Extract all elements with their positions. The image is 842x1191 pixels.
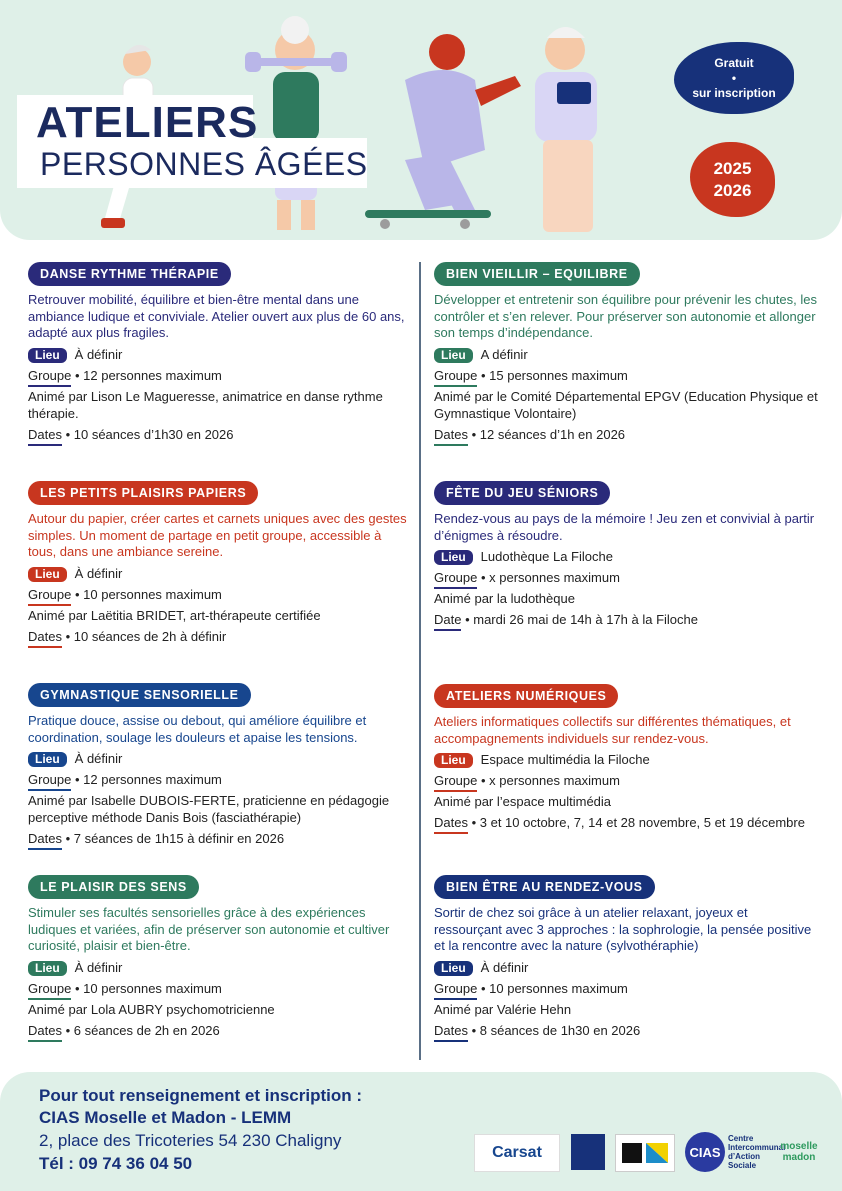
dates-value: • mardi 26 mai de 14h à 17h à la Filoche <box>461 612 698 627</box>
workshop-group <box>28 980 413 997</box>
workshop-dates <box>28 830 413 847</box>
location-tag: Lieu <box>434 550 473 565</box>
location-tag: Lieu <box>434 753 473 768</box>
workshop-host: Animé par Isabelle DUBOIS-FERTE, praticienne en pédagogie perceptive méthode Danis Bois (fasciathérapie) <box>28 793 390 825</box>
moselle-madon-logo: moselle madon <box>780 1141 818 1163</box>
dates-value: • 10 séances de 2h à définir <box>61 628 227 644</box>
cias-label-line: Centre <box>728 1134 754 1143</box>
location-value: A définir <box>480 346 528 362</box>
dates-value: • 7 séances de 1h15 à définir en 2026 <box>61 831 285 846</box>
workshop-dates <box>434 1022 819 1039</box>
cias-label-line: Sociale <box>728 1161 757 1170</box>
workshop-location <box>28 959 413 976</box>
workshop-card-bien-etre <box>434 875 819 1039</box>
workshop-card-gym <box>28 683 413 847</box>
workshop-location <box>28 346 413 363</box>
location-value: À définir <box>74 565 123 581</box>
workshop-title: BIEN VIEILLIR – EQUILIBRE <box>434 262 640 286</box>
free-badge-line3: sur inscription <box>692 85 776 100</box>
contact-title: Pour tout renseignement et inscription : <box>39 1086 363 1105</box>
workshop-description: Pratique douce, assise ou debout, qui améliore équilibre et coordination, soulage les douleurs et apaise les tensions. <box>28 713 367 745</box>
dates-value: • 10 séances d’1h30 en 2026 <box>61 426 234 442</box>
contact-phone: Tél : 09 74 36 04 50 <box>39 1154 193 1173</box>
workshop-description: Stimuler ses facultés sensorielles grâce à des expériences ludiques et variées, afin de préserver son autonomie et cultiver curiosité, plaisir et bien-être. <box>28 905 390 953</box>
workshop-host: Animé par Valérie Hehn <box>434 1001 572 1017</box>
dates-label: Dates <box>28 1023 62 1042</box>
cias-label-line: Intercommunal <box>728 1143 786 1152</box>
contact-org: CIAS Moselle et Madon - LEMM <box>39 1108 292 1127</box>
workshop-dates <box>434 814 819 831</box>
workshop-location <box>28 750 413 767</box>
dates-label: Dates <box>434 815 468 834</box>
location-value: À définir <box>74 959 123 975</box>
location-tag: Lieu <box>28 348 67 363</box>
group-value: • 12 personnes maximum <box>71 367 222 383</box>
workshop-dates <box>434 426 819 443</box>
dates-label: Dates <box>28 427 62 446</box>
group-label: Groupe <box>434 368 477 387</box>
dates-label: Dates <box>28 831 62 850</box>
location-tag: Lieu <box>28 567 67 582</box>
carsat-logo: Carsat <box>474 1134 560 1172</box>
dates-value: • 12 séances d’1h en 2026 <box>467 426 626 442</box>
location-tag: Lieu <box>28 961 67 976</box>
dates-value: • 8 séances de 1h30 en 2026 <box>467 1022 641 1038</box>
workshop-location <box>434 751 819 768</box>
workshop-title: FÊTE DU JEU SÉNIORS <box>434 481 610 505</box>
workshop-card-danse <box>28 262 413 443</box>
workshop-title: DANSE RYTHME THÉRAPIE <box>28 262 231 286</box>
location-tag: Lieu <box>28 752 67 767</box>
workshop-dates <box>28 1022 413 1039</box>
workshop-dates <box>28 628 413 645</box>
group-value: • x personnes maximum <box>477 570 620 585</box>
dates-label: Date <box>434 612 461 631</box>
workshop-title: BIEN ÊTRE AU RENDEZ-VOUS <box>434 875 655 899</box>
contact-address: 2, place des Tricoteries 54 230 Chaligny <box>39 1131 342 1150</box>
group-label: Groupe <box>28 772 71 791</box>
workshop-host: Animé par Laëtitia BRIDET, art-thérapeute certifiée <box>28 607 321 623</box>
workshop-title: LES PETITS PLAISIRS PAPIERS <box>28 481 258 505</box>
location-value: Espace multimédia la Filoche <box>480 752 650 767</box>
workshop-host: Animé par Lison Le Magueresse, animatrice en danse rythme thérapie. <box>28 388 383 421</box>
workshop-group <box>28 771 413 788</box>
free-badge <box>674 42 794 114</box>
workshop-description: Retrouver mobilité, équilibre et bien-être mental dans une ambiance ludique et conviviale. Atelier ouvert aux plus de 60 ans, adapté aux plus fragiles. <box>28 292 405 340</box>
workshop-group <box>434 367 819 384</box>
workshop-title: GYMNASTIQUE SENSORIELLE <box>28 683 251 707</box>
free-badge-line1: Gratuit <box>714 55 754 70</box>
location-value: À définir <box>480 959 529 975</box>
column-divider <box>419 262 421 1060</box>
group-value: • x personnes maximum <box>477 773 620 788</box>
page-subtitle: PERSONNES ÂGÉES <box>40 146 368 182</box>
workshop-description: Développer et entretenir son équilibre pour prévenir les chutes, les contrôler et s’en relever. Pour préserver son autonomie et allonger son temps d’indépendance. <box>434 292 817 340</box>
dates-label: Dates <box>434 427 468 446</box>
group-label: Groupe <box>434 570 477 589</box>
location-tag: Lieu <box>434 961 473 976</box>
cias-logo: CIAS <box>685 1132 725 1172</box>
group-label: Groupe <box>434 773 477 792</box>
dates-label: Dates <box>434 1023 468 1042</box>
group-label: Groupe <box>28 981 71 1000</box>
year-start: 2025 <box>713 158 752 178</box>
group-label: Groupe <box>434 981 477 1000</box>
workshop-description: Sortir de chez soi grâce à un atelier relaxant, joyeux et ressourçant avec 3 approches : la sophrologie, la pensée positive et la rencontre avec la nature (sylvothéraphie) <box>434 905 812 953</box>
group-value: • 10 personnes maximum <box>477 980 628 996</box>
workshop-group <box>434 569 819 586</box>
workshop-description: Rendez-vous au pays de la mémoire ! Jeu zen et convivial à partir d’énigmes à résoudre. <box>434 511 815 543</box>
workshop-group <box>434 980 819 997</box>
workshop-host: Animé par Lola AUBRY psychomotricienne <box>28 1001 275 1017</box>
republic-logo <box>571 1134 605 1170</box>
workshop-location <box>28 565 413 582</box>
dates-value: • 6 séances de 2h en 2026 <box>61 1022 220 1038</box>
location-value: Ludothèque La Filoche <box>480 549 613 564</box>
group-value: • 15 personnes maximum <box>477 367 628 383</box>
group-value: • 10 personnes maximum <box>71 586 222 602</box>
workshop-dates <box>28 426 413 443</box>
year-end: 2026 <box>713 180 752 200</box>
workshop-location <box>434 346 819 363</box>
workshop-location <box>434 959 819 976</box>
location-value: À définir <box>74 346 123 362</box>
group-value: • 10 personnes maximum <box>71 980 222 996</box>
workshop-description: Ateliers informatiques collectifs sur différentes thématiques, et accompagnements individuels sur rendez-vous. <box>434 714 791 746</box>
workshop-group <box>434 772 819 789</box>
location-tag: Lieu <box>434 348 473 363</box>
department-logo <box>615 1134 675 1172</box>
workshop-card-sens <box>28 875 413 1039</box>
workshop-card-numeriques <box>434 684 819 831</box>
dates-value: • 3 et 10 octobre, 7, 14 et 28 novembre, 5 et 19 décembre <box>467 815 805 830</box>
workshop-title: ATELIERS NUMÉRIQUES <box>434 684 618 708</box>
workshop-host: Animé par la ludothèque <box>434 591 575 606</box>
cias-label-line: d’Action <box>728 1152 760 1161</box>
workshop-card-jeu <box>434 481 819 628</box>
workshop-host: Animé par l’espace multimédia <box>434 794 612 809</box>
group-label: Groupe <box>28 587 71 606</box>
workshop-card-equilibre <box>434 262 819 443</box>
dates-label: Dates <box>28 629 62 648</box>
group-value: • 12 personnes maximum <box>71 772 222 787</box>
page-title: ATELIERS <box>36 98 259 147</box>
workshop-dates <box>434 611 819 628</box>
workshop-group <box>28 367 413 384</box>
free-badge-line2: • <box>731 70 737 85</box>
workshop-description: Autour du papier, créer cartes et carnets uniques avec des gestes simples. Un moment de partage en petit groupe, accessible à tous, dans une ambiance sereine. <box>28 511 407 559</box>
workshop-location <box>434 548 819 565</box>
location-value: À définir <box>74 751 123 766</box>
workshop-title: LE PLAISIR DES SENS <box>28 875 199 899</box>
workshop-card-papiers <box>28 481 413 645</box>
department-logo-mark <box>620 1140 670 1166</box>
group-label: Groupe <box>28 368 71 387</box>
workshop-group <box>28 586 413 603</box>
workshop-host: Animé par le Comité Départemental EPGV (Education Physique et Gymnastique Volontaire) <box>434 388 818 421</box>
